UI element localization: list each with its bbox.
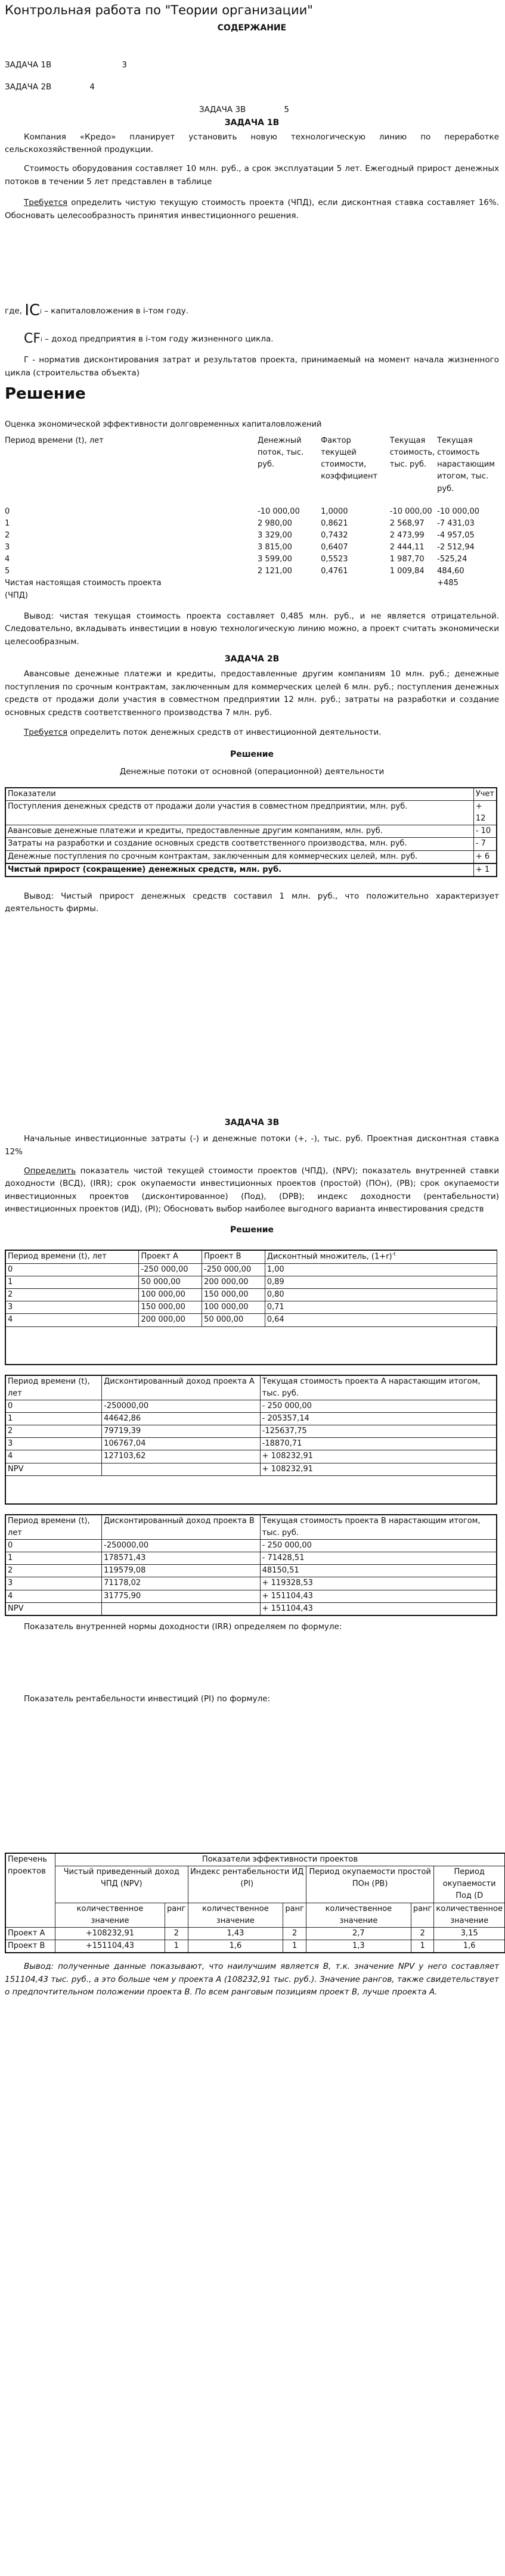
table-row: 2 100 000,00 150 000,00 0,80 xyxy=(5,1289,497,1301)
toc-entry-page: 3 xyxy=(122,59,127,72)
table-header-row: Показатели Учет xyxy=(5,788,497,801)
task3-projects-table xyxy=(5,1250,497,1365)
npv-row: NPV + 108232,91 xyxy=(5,1463,497,1475)
table-row: 1 50 000,00 200 000,00 0,89 xyxy=(5,1276,497,1289)
task3-conclusion: Вывод: полученные данные показывают, что наилучшим является В, т.к. значение NPV у него составляет 151104,43 тыс. руб., а это больше чем у проекта А (108232,91 тыс. руб.). Значение рангов, также свидетельствует о предпочтительном положении проекта В. По всем ранговым позициям проект В, лучше проекта А. xyxy=(5,1960,499,1999)
toc-entry-label: ЗАДАЧА 1В xyxy=(5,60,51,70)
table-row: Проект А +108232,91 2 1,43 2 2,7 2 3,15 xyxy=(5,1927,505,1940)
task1-paragraph-3 xyxy=(5,197,499,222)
table-header-row: количественное значение ранг количественное значение ранг количественное значение ранг количественное значение xyxy=(5,1903,505,1927)
table-row: 0 -250 000,00 -250 000,00 1,00 xyxy=(5,1263,497,1276)
task3-paragraph-2 xyxy=(5,1165,499,1216)
requirement-label: Требуется xyxy=(24,198,67,207)
task3-summary-table xyxy=(5,1853,505,1953)
table-row: 0 -250000,00 - 250 000,00 xyxy=(5,1539,497,1552)
task2-table-caption: Денежные потоки от основной (операционной) деятельности xyxy=(5,766,499,779)
table-row: 4 3 599,00 0,5523 1 987,70 -525,24 xyxy=(5,554,497,565)
table-row: 4 200 000,00 50 000,00 0,64 xyxy=(5,1314,497,1326)
projects-header: Перечень проектов xyxy=(5,1853,55,1927)
task2-paragraph-2 xyxy=(5,726,499,739)
table-row: 2 119579,08 48150,51 xyxy=(5,1565,497,1577)
task2-paragraph-1: Авансовые денежные платежи и кредиты, предоставленные другим компаниям 10 млн. руб.; денежные поступления по срочным контрактам, заключенным для коммерческих целей 6 млн. руб.; поступления денежных средств от продажи доли участия в совместном предприятии 12 млн. руб.; затраты на разработки и создание основных средств соответственного производства 7 млн. руб. xyxy=(5,668,499,719)
ic-symbol: IC xyxy=(24,302,40,319)
toc-entry-page: 4 xyxy=(89,81,95,94)
task1-npv-table xyxy=(5,435,497,602)
table-row: 0 -250000,00 - 250 000,00 xyxy=(5,1400,497,1412)
table-row: Денежные поступления по срочным контрактам, заключенным для коммерческих целей, млн. руб. + 6 xyxy=(5,850,497,863)
requirement-label: Требуется xyxy=(24,728,67,737)
requirement-text: определить чистую текущую стоимость проекта (ЧПД), если дисконтная ставка составляет 16%. Обосновать целесообразность принятия инвестиционного решения. xyxy=(5,198,499,220)
indicators-header: Показатели эффективности проектов xyxy=(55,1853,505,1866)
task1-paragraph-2: Стоимость оборудования составляет 10 млн. руб., а срок эксплуатации 5 лет. Ежегодный прирост денежных потоков в течении 5 лет представлен в таблице xyxy=(5,163,499,188)
cf-symbol: CF xyxy=(24,331,41,346)
table-row: 2 3 329,00 0,7432 2 473,99 -4 957,05 xyxy=(5,530,497,542)
requirement-text: определить поток денежных средств от инвестиционной деятельности. xyxy=(67,728,381,737)
npv-value: +485 xyxy=(437,577,497,601)
task1-paragraph-1: Компания «Кредо» планирует установить новую технологическую линию по переработке сельскохозяйственной продукции. xyxy=(5,131,499,157)
table-row: 1 2 980,00 0,8621 2 568,97 -7 431,03 xyxy=(5,518,497,530)
requirement-label: Определить xyxy=(24,1166,76,1176)
table-row: Проект В +151104,43 1 1,6 1 1,3 1 1,6 xyxy=(5,1940,505,1953)
npv-label: Чистая настоящая стоимость проекта (ЧПД) xyxy=(5,577,258,601)
task3-paragraph-1: Начальные инвестиционные затраты (-) и денежные потоки (+, -), тыс. руб. Проектная дисконтная ставка 12% xyxy=(5,1133,499,1158)
pi-text: Показатель рентабельности инвестиций (PI) по формуле: xyxy=(5,1693,499,1706)
table-header-cell: Текущая стоимость, тыс. руб. xyxy=(390,435,437,495)
definition-g: Г - норматив дисконтирования затрат и результатов проекта, принимаемый на момент начала жизненного цикла (строительства объекта) xyxy=(5,354,499,380)
formula-placeholder xyxy=(5,222,499,299)
contents-heading: СОДЕРЖАНИЕ xyxy=(5,21,499,35)
table-header-cell: Фактор текущей стоимости, коэффициент xyxy=(321,435,390,495)
table-header-row: Период времени (t), лет Дисконтированный доход проекта А Текущая стоимость проекта А нарастающим итогом, тыс. руб. xyxy=(5,1375,497,1400)
total-row: Чистый прирост (сокращение) денежных средств, млн. руб. + 1 xyxy=(5,863,497,877)
table-row: 1 44642,86 - 205357,14 xyxy=(5,1413,497,1425)
table-row: 3 106767,04 -18870,71 xyxy=(5,1438,497,1450)
table-row: 4 31775,90 + 151104,43 xyxy=(5,1590,497,1602)
task3-heading: ЗАДАЧА 3В xyxy=(5,1116,499,1129)
table-row: 3 150 000,00 100 000,00 0,71 xyxy=(5,1301,497,1314)
table-header-row: Период времени (t), лет Проект А Проект В Дисконтный множитель, $(1+r)^{-t}$ xyxy=(5,1250,497,1263)
task2-cashflow-table xyxy=(5,787,497,877)
table-header-cell: Период времени (t), лет xyxy=(5,435,258,495)
table-row: 3 71178,02 + 119328,53 xyxy=(5,1577,497,1590)
task1-conclusion: Вывод: чистая текущая стоимость проекта составляет 0,485 млн. руб., и не является отрицательной. Следовательно, вкладывать инвестиции в новую технологическую линию можно, а проект считать экономически целесообразным. xyxy=(5,610,499,649)
pi-formula-placeholder xyxy=(5,1706,499,1853)
task2-conclusion: Вывод: Чистый прирост денежных средств составил 1 млн. руб., что положительно характеризует деятельность фирмы. xyxy=(5,890,499,916)
table-row: 1 178571,43 - 71428,51 xyxy=(5,1552,497,1565)
task1-heading: ЗАДАЧА 1В xyxy=(5,116,499,129)
document-title: Контрольная работа по "Теории организации" xyxy=(5,2,499,18)
toc-entry-page: 5 xyxy=(284,104,289,117)
irr-text: Показатель внутренней нормы доходности (IRR) определяем по формуле: xyxy=(5,1621,499,1634)
toc-entry-1[interactable] xyxy=(5,59,499,72)
task3-project-a-table xyxy=(5,1375,497,1505)
table-row: Затраты на разработки и создание основных средств соответственного производства, млн. руб. - 7 xyxy=(5,838,497,850)
task2-heading: ЗАДАЧА 2В xyxy=(5,652,499,666)
table-header-cell: Денежный поток, тыс. руб. xyxy=(258,435,321,495)
table-row: 5 2 121,00 0,4761 1 009,84 484,60 xyxy=(5,565,497,577)
table-header-row: Чистый приведенный доход ЧПД (NPV) Индекс рентабельности ИД (PI) Период окупаемости простой ПОн (PB) Период окупаемости Под (D xyxy=(5,1866,505,1903)
irr-formula-placeholder xyxy=(5,1633,499,1693)
task1-table-caption: Оценка экономической эффективности долговременных капиталовложений xyxy=(5,419,499,431)
toc-entry-label: ЗАДАЧА 3В xyxy=(199,105,246,114)
table-header-row: Период времени (t), лет Дисконтированный доход проекта В Текущая стоимость проекта В нарастающим итогом, тыс. руб. xyxy=(5,1515,497,1540)
table-header-row xyxy=(5,1853,505,1866)
table-header-cell: Текущая стоимость нарастающим итогом, тыс. руб. xyxy=(437,435,497,495)
task3-project-b-table xyxy=(5,1514,497,1616)
table-row: 0 -10 000,00 1,0000 -10 000,00 -10 000,00 xyxy=(5,506,497,518)
document-page xyxy=(0,2,505,1999)
definition-ic: где, ICi – капиталовложения в i-том году. xyxy=(5,299,499,324)
table-row: 2 79719,39 -125637,75 xyxy=(5,1425,497,1438)
table-row: 3 3 815,00 0,6407 2 444,11 -2 512,94 xyxy=(5,542,497,554)
table-header-row xyxy=(5,435,497,495)
toc-entry-2[interactable] xyxy=(5,81,499,94)
definition-cf: CFi – доход предприятия в i-том году жизненного цикла. xyxy=(5,328,499,349)
task1-solution-heading: Решение xyxy=(5,384,499,405)
task3-solution-heading: Решение xyxy=(5,1223,499,1236)
table-row: 4 127103,62 + 108232,91 xyxy=(5,1450,497,1463)
requirement-text: показатель чистой текущей стоимости проектов (ЧПД), (NPV); показатель внутренней ставки доходности (ВСД), (IRR); срок окупаемости инвестиционных проектов (простой) (ПОн), (PB); срок окупаемости инвестиционных проектов (дисконтированное) (Под), (DPB); индекс доходности (рентабельности) инвестиционных проектов (ИД), (PI); Обосновать выбор наиболее выгодного варианта инвестирования средств xyxy=(5,1166,499,1214)
toc-entry-3[interactable] xyxy=(5,104,499,117)
table-row: Поступления денежных средств от продажи доли участия в совместном предприятии, млн. руб. + 12 xyxy=(5,801,497,825)
npv-row xyxy=(5,577,497,601)
toc-entry-label: ЗАДАЧА 2В xyxy=(5,82,51,92)
table-row: Авансовые денежные платежи и кредиты, предоставленные другим компаниям, млн. руб. - 10 xyxy=(5,825,497,838)
task2-solution-heading: Решение xyxy=(5,748,499,761)
npv-row: NPV + 151104,43 xyxy=(5,1602,497,1615)
